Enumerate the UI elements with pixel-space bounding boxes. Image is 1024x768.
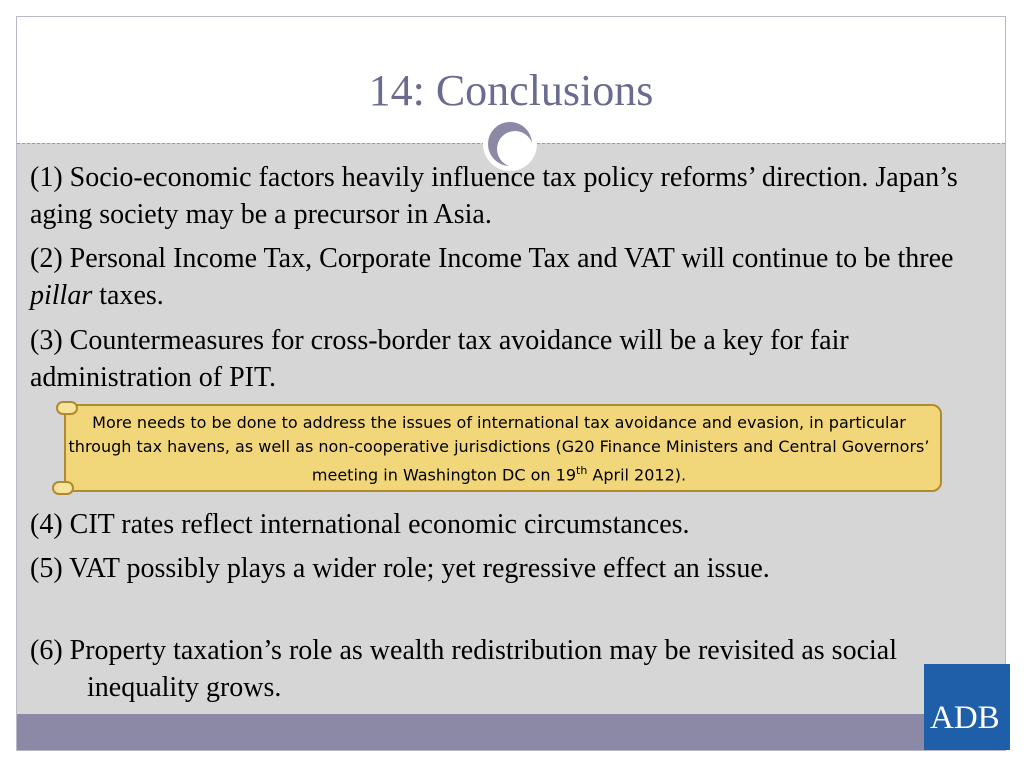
- conclusion-point-6: (6) Property taxation’s role as wealth redistribution may be revisited as social inequality grows.: [30, 635, 897, 703]
- conclusion-point-2-emphasis: pillar: [30, 280, 93, 311]
- callout-text-main: More needs to be done to address the issues of international tax avoidance and evasion, in particular through tax havens, as well as non-cooperative jurisdictions (G20 Finance Ministers and Central Governors’ meeting in Washington DC on 19: [68, 413, 930, 485]
- conclusion-point-2-suffix: taxes.: [92, 280, 164, 311]
- conclusion-point-1: (1) Socio-economic factors heavily influence tax policy reforms’ direction. Japan’s aging society may be a precursor in Asia.: [30, 162, 958, 230]
- adb-logo: [924, 664, 1010, 750]
- adb-logo-text: ADB: [930, 700, 1000, 736]
- conclusion-point-3: (3) Countermeasures for cross-border tax avoidance will be a key for fair administration of PIT.: [30, 325, 849, 393]
- conclusion-point-4: (4) CIT rates reflect international economic circumstances.: [30, 509, 690, 540]
- callout-text: [68, 411, 930, 487]
- slide-title: 14: Conclusions: [368, 66, 654, 115]
- callout-superscript: th: [576, 464, 588, 477]
- callout-text-end: April 2012).: [587, 465, 687, 485]
- footer-bar: [17, 714, 1005, 750]
- conclusion-point-2: [30, 240, 990, 314]
- callout-scroll: [52, 401, 948, 495]
- conclusion-point-2-prefix: (2) Personal Income Tax, Corporate Income Tax and VAT will continue to be three: [30, 243, 954, 274]
- conclusion-point-5: (5) VAT possibly plays a wider role; yet regressive effect an issue.: [30, 553, 770, 584]
